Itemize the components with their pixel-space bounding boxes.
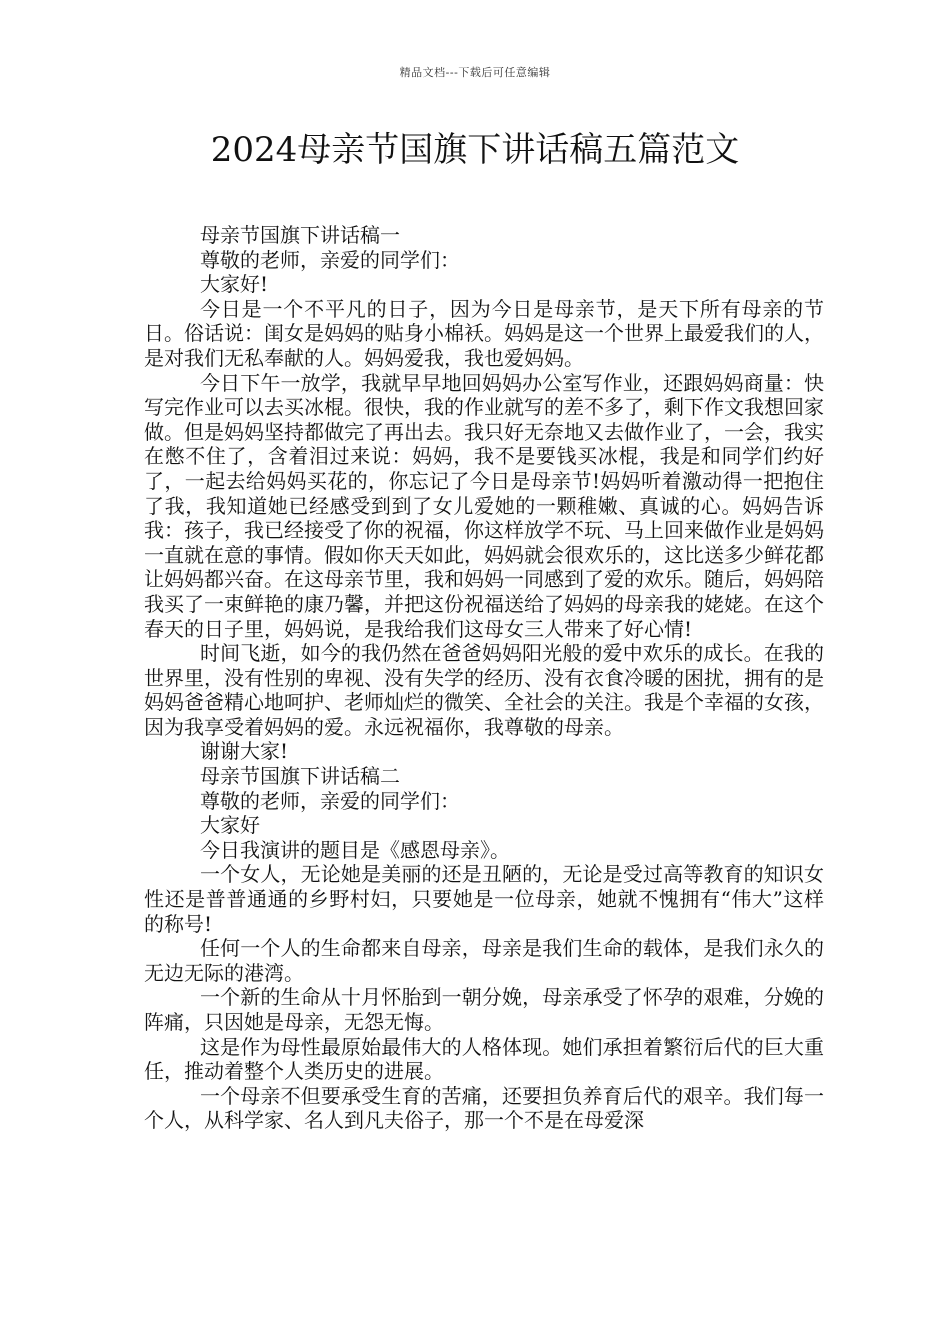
paragraph: 尊敬的老师，亲爱的同学们： [200,247,460,272]
paragraph: 尊敬的老师，亲爱的同学们： [200,788,460,813]
paragraph: 今日下午一放学，我就早早地回妈妈办公室写作业，还跟妈妈商量：快写完作业可以去买冰棍。很快，我的作业就写的差不多了，剩下作文我想回家做。但是妈妈坚持都做完了再出去。我只好无奈地又去做作业了，一会，我实在憋不住了，含着泪过来说：妈妈，我不是要钱买冰棍，我是和同学们约好了，一起去给妈妈买花的，你忘记了今日是母亲节!妈妈听着激动得一把抱住了我，我知道她已经感受到到了女儿爱她的一颗稚嫩、真诚的心。妈妈告诉我：孩子，我已经接受了你的祝福，你这样放学不玩、马上回来做作业是妈妈一直就在意的事情。假如你天天如此，妈妈就会很欢乐的，这比送多少鲜花都让妈妈都兴奋。在这母亲节里，我和妈妈一同感到了爱的欢乐。随后，妈妈陪我买了一束鲜艳的康乃馨，并把这份祝福送给了妈妈的母亲我的姥姥。在这个春天的日子里，妈妈说，是我给我们这母女三人带来了好心情! [144,370,824,641]
paragraph: 今日是一个不平凡的日子，因为今日是母亲节，是天下所有母亲的节日。俗话说：闺女是妈妈的贴身小棉袄。妈妈是这一个世界上最爱我们的人，是对我们无私奉献的人。妈妈爱我，我也爱妈妈。 [144,296,824,370]
paragraph: 母亲节国旗下讲话稿一 [200,223,400,247]
paragraph: 大家好! [200,272,269,297]
paragraph: 时间飞逝，如今的我仍然在爸爸妈妈阳光般的爱中欢乐的成长。在我的世界里，没有性别的卑视、没有失学的经历、没有衣食冷暖的困扰，拥有的是妈妈爸爸精心地呵护、老师灿烂的微笑、全社会的关注。我是个幸福的女孩，因为我享受着妈妈的爱。永远祝福你，我尊敬的母亲。 [144,641,824,739]
paragraph: 今日我演讲的题目是《感恩母亲》。 [200,837,510,862]
paragraph: 这是作为母性最原始最伟大的人格体现。她们承担着繁衍后代的巨大重任，推动着整个人类历史的进展。 [144,1034,824,1084]
paragraph: 母亲节国旗下讲话稿二 [200,764,400,789]
paragraph: 大家好 [200,813,260,838]
paragraph: 任何一个人的生命都来自母亲，母亲是我们生命的载体，是我们永久的无边无际的港湾。 [144,936,824,985]
document-title: 2024母亲节国旗下讲话稿五篇范文 [210,130,740,170]
paragraph: 谢谢大家! [200,739,289,764]
paragraph: 一个新的生命从十月怀胎到一朝分娩，母亲承受了怀孕的艰难，分娩的阵痛，只因她是母亲，无怨无悔。 [144,985,824,1034]
paragraph: 一个母亲不但要承受生育的苦痛，还要担负养育后代的艰辛。我们每一个人，从科学家、名人到凡夫俗子，那一个不是在母爱深 [144,1083,824,1133]
document-body [144,223,824,1133]
header-note: 精品文档---下载后可任意编辑 [399,66,551,79]
paragraph: 一个女人，无论她是美丽的还是丑陋的，无论是受过高等教育的知识女性还是普普通通的乡野村妇，只要她是一位母亲，她就不愧拥有“伟大”这样的称号! [144,862,824,936]
